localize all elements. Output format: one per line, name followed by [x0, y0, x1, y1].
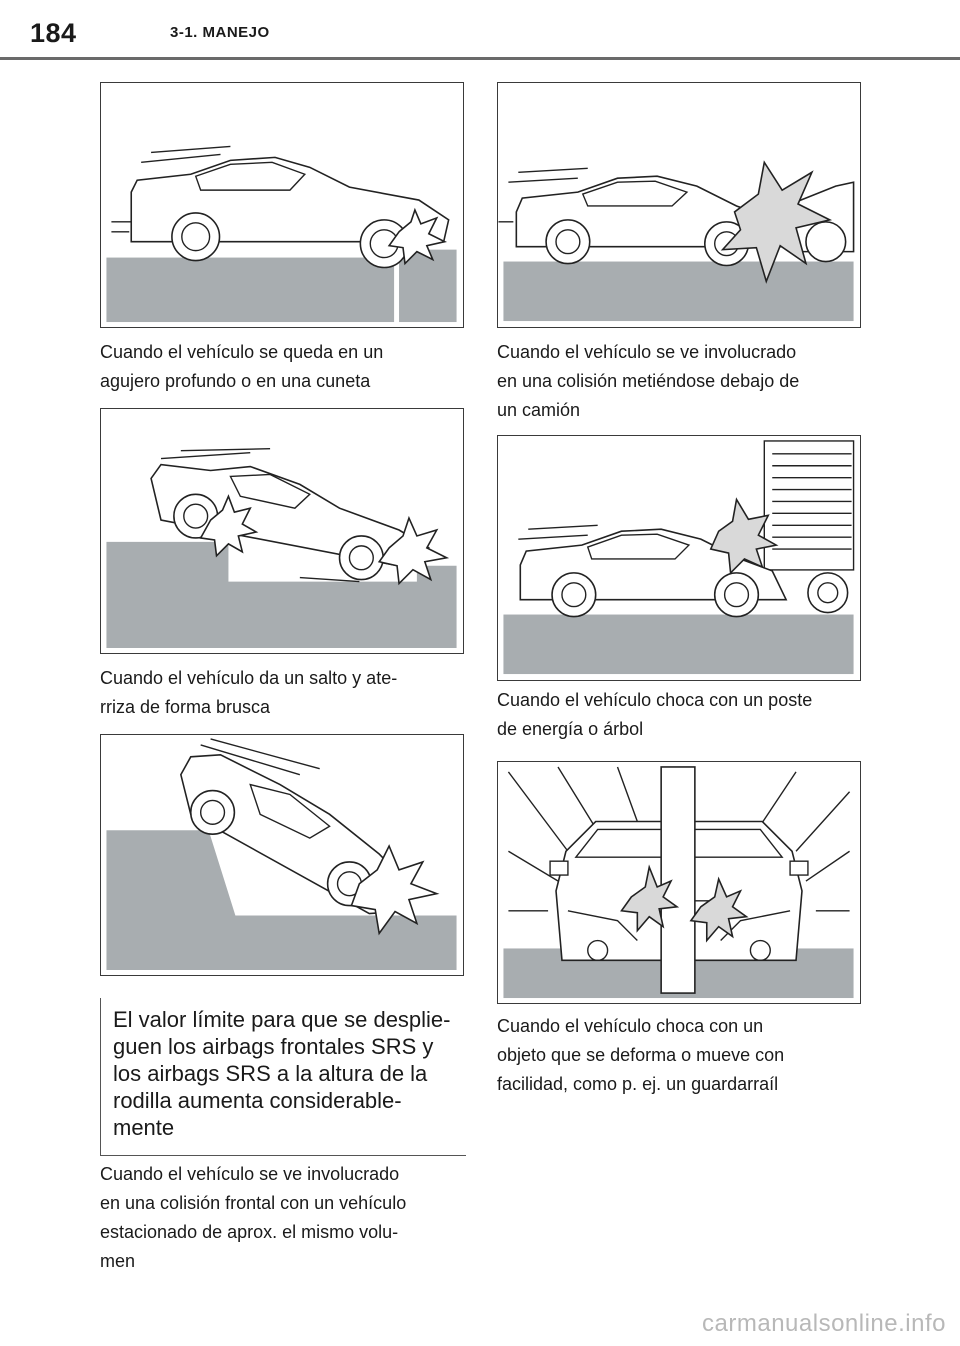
illustration-car-truck	[498, 83, 860, 327]
illustration-car-jump	[101, 409, 463, 653]
caption-line: rriza de forma brusca	[100, 697, 271, 717]
caption-pole	[497, 686, 867, 744]
caption-line: Cuando el vehículo se queda en un	[100, 342, 384, 362]
illustration-car-slope	[101, 735, 463, 975]
caption-truck	[497, 338, 867, 425]
caption-line: objeto que se deforma o mueve con	[497, 1045, 785, 1065]
callout-line: mente	[113, 1115, 175, 1140]
callout-line: El valor límite para que se desplie-	[113, 1007, 451, 1032]
figure-pole	[497, 435, 861, 681]
callout-box	[100, 998, 465, 1156]
header-rule	[0, 57, 960, 60]
watermark: carmanualsonline.info	[702, 1310, 946, 1337]
illustration-car-front-impact	[498, 762, 860, 1003]
caption-deep-hole	[100, 338, 470, 396]
callout-line: rodilla aumenta considerable-	[113, 1088, 402, 1113]
caption-line: agujero profundo o en una cuneta	[100, 371, 371, 391]
caption-line: men	[100, 1251, 136, 1271]
caption-line: de energía o árbol	[497, 719, 644, 739]
figure-jump	[100, 408, 464, 654]
caption-guardrail	[497, 1012, 877, 1099]
callout-line: guen los airbags frontales SRS y	[113, 1034, 434, 1059]
caption-line: un camión	[497, 400, 581, 420]
page-number: 184	[30, 18, 77, 48]
illustration-car-pole	[498, 436, 860, 680]
caption-jump	[100, 664, 470, 722]
figure-slope	[100, 734, 464, 976]
caption-line: Cuando el vehículo se ve involucrado	[100, 1164, 400, 1184]
figure-truck	[497, 82, 861, 328]
caption-line: en una colisión metiéndose debajo de	[497, 371, 800, 391]
callout-line: los airbags SRS a la altura de la	[113, 1061, 428, 1086]
illustration-car-deep-hole	[101, 83, 463, 327]
callout-rule	[101, 1155, 466, 1157]
caption-line: Cuando el vehículo se ve involucrado	[497, 342, 797, 362]
caption-line: facilidad, como p. ej. un guardarraíl	[497, 1074, 779, 1094]
figure-deep-hole	[100, 82, 464, 328]
caption-line: en una colisión frontal con un vehículo	[100, 1193, 407, 1213]
caption-line: estacionado de aprox. el mismo volu-	[100, 1222, 399, 1242]
figure-guardrail	[497, 761, 861, 1004]
caption-line: Cuando el vehículo da un salto y ate-	[100, 668, 398, 688]
caption-frontal-collision	[100, 1160, 480, 1276]
caption-line: Cuando el vehículo choca con un	[497, 1016, 764, 1036]
section-title: 3-1. MANEJO	[170, 24, 270, 41]
caption-line: Cuando el vehículo choca con un poste	[497, 690, 813, 710]
callout-text	[113, 1006, 463, 1141]
